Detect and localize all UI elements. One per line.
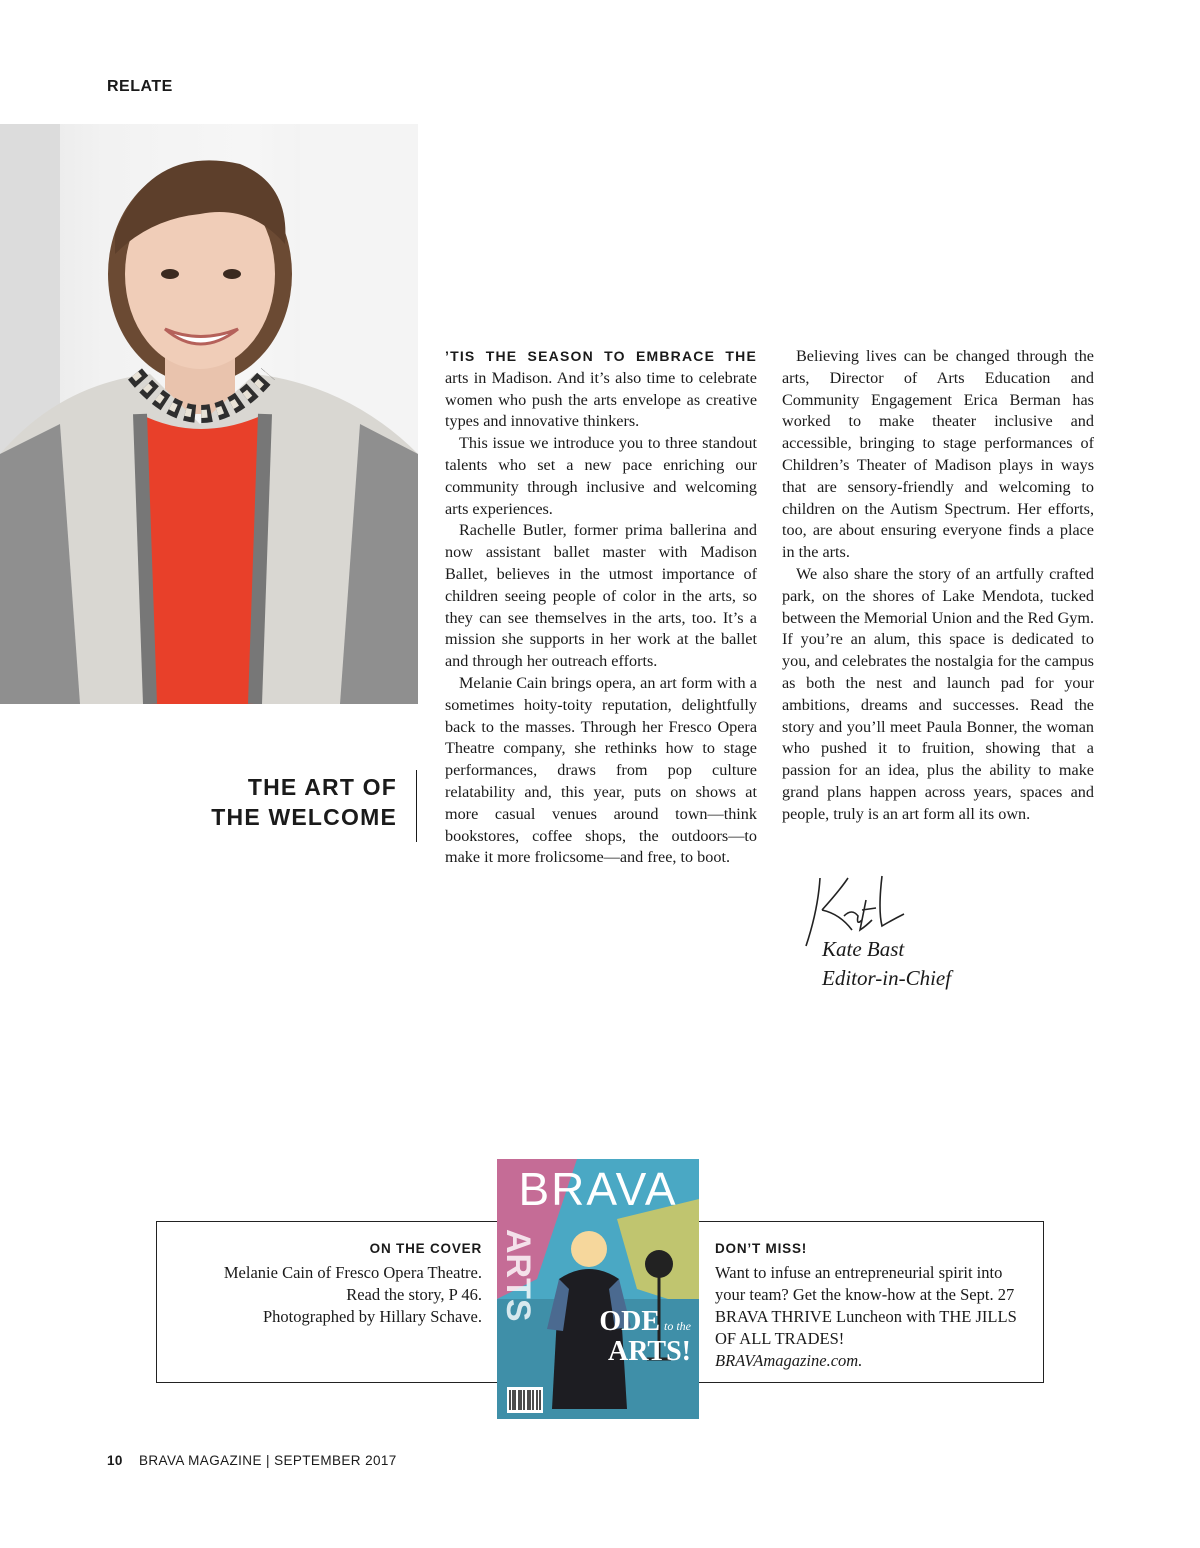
cover-vertical-text: ARTS — [499, 1229, 537, 1322]
paragraph: Believing lives can be changed through the arts, Director of Arts Education and Community Engagement Erica Berman has worked to make theater inclusive and accessible, bringing to stage performances of Children’s Theater of Madison plays in ways that are sensory-friendly and welcoming to children on the Autism Spectrum. Her efforts, too, are about ensuring everyone finds a place in the arts. — [782, 347, 1094, 562]
paragraph: Rachelle Butler, former prima ballerina and now assistant ballet master with Madison Ballet, believes in the utmost importance of children seeing people of color in the arts, so they can see themselves in the arts, too. It’s a mission she supports in her work at the ballet and through her outreach efforts. — [445, 521, 757, 671]
paragraph-intro — [445, 346, 757, 433]
cover-credit-line: Melanie Cain of Fresco Opera Theatre. — [223, 1263, 482, 1282]
article-column-left — [445, 346, 757, 869]
dont-miss-heading: DON’T MISS! — [715, 1241, 808, 1256]
cover-credit-line: Read the story, P 46. — [346, 1285, 482, 1304]
cover-headline — [599, 1306, 691, 1367]
article-headline — [211, 772, 407, 832]
cover-headline-word: ODE — [599, 1306, 660, 1337]
cover-credit-line: Photographed by Hillary Schave. — [262, 1307, 482, 1326]
paragraph: This issue we introduce you to three standout talents who set a new pace enriching our community through inclusive and welcoming arts experiences. — [445, 434, 757, 518]
page-number: 10 — [107, 1453, 123, 1468]
paragraph: Melanie Cain brings opera, an art form with a sometimes hoity-toity reputation, delightfully back to the masses. Through her Fresco Opera Theatre company, she rethinks how to stage performances, draws from pop culture relatability and, this year, puts on shows at more casual venues around town—think bookstores, coffee shops, the outdoors—to make it more frolicsome—and free, to boot. — [445, 673, 757, 867]
portrait-illustration — [0, 124, 418, 704]
publication-info: BRAVA MAGAZINE | SEPTEMBER 2017 — [138, 1453, 397, 1468]
dont-miss-text: Want to infuse an entrepreneurial spirit into your team? Get the know-how at the Sept. 27 BRAVA THRIVE Luncheon with THE JILLS OF ALL TRADES! — [715, 1263, 1017, 1348]
article-column-right — [782, 346, 1094, 826]
signature-title: Editor-in-Chief — [822, 966, 952, 990]
editor-portrait-photo — [0, 124, 418, 704]
headline-divider — [416, 770, 417, 842]
page-footer — [107, 1453, 397, 1468]
magazine-logo: BRAVA — [518, 1163, 678, 1215]
headline-line-2: THE WELCOME — [211, 804, 397, 830]
barcode-icon — [507, 1387, 543, 1413]
signature-name: Kate Bast — [822, 937, 905, 961]
paragraph-intro-text: arts in Madison. And it’s also time to celebrate women who push the arts envelope as creative types and innovative thinkers. — [445, 368, 757, 431]
lead-in: ’TIS THE SEASON TO EMBRACE THE — [445, 348, 757, 364]
section-label: RELATE — [107, 78, 173, 95]
on-the-cover-block — [224, 1238, 482, 1328]
on-the-cover-heading: ON THE COVER — [369, 1241, 482, 1256]
headline-line-1: THE ART OF — [247, 774, 397, 800]
website-link[interactable]: BRAVAmagazine.com. — [715, 1351, 863, 1370]
cover-headline-small: to the — [664, 1319, 691, 1333]
paragraph: We also share the story of an artfully crafted park, on the shores of Lake Mendota, tucked between the Memorial Union and the Red Gym. If you’re an alum, this space is dedicated to you, and celebrates the nostalgia for the campus as both the nest and launch pad for your ambitions, dreams and successes. Read the story and you’ll meet Paula Bonner, the woman who pushed it to fruition, showing that a passion for an idea, plus the ability to make grand plans happen across years, spaces and people, truly is an art form all its own. — [782, 564, 1094, 823]
dont-miss-block — [715, 1238, 1035, 1372]
magazine-cover-image — [497, 1159, 699, 1419]
cover-headline-word: ARTS! — [607, 1336, 691, 1367]
